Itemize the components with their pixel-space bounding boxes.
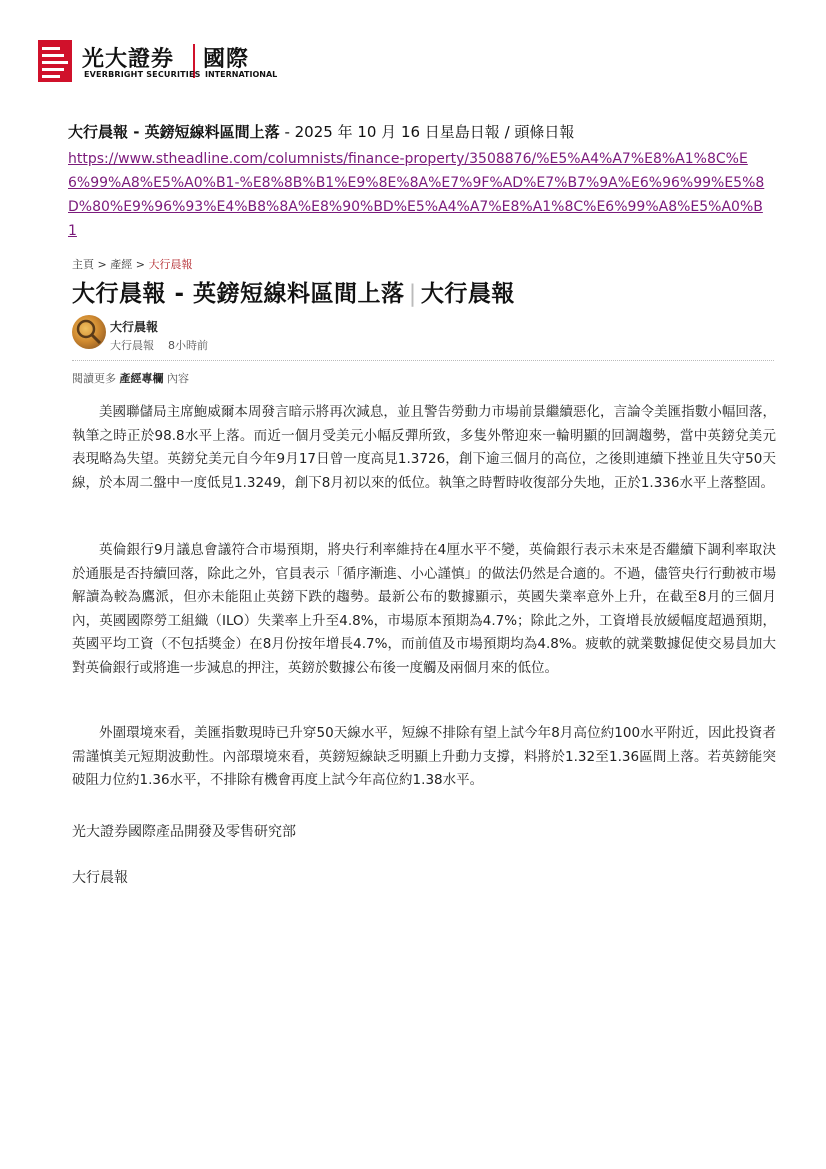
article-paragraph: 美國聯儲局主席鮑威爾本周發言暗示將再次減息，並且警告勞動力市場前景繼續惡化，言論令美匯指數小幅回落，執筆之時正於98.8水平上落。而近一個月受美元小幅反彈所致，多隻外幣迎來一輪明顯的回調趨勢，當中英鎊兌美元表現略為失望。英鎊兌美元自今年9月17日曾一度高見1.3726，創下逾三個月的高位，之後則連續下挫並且失守50天線，於本周二盤中一度低見1.3249，創下8月初以來的低位。執筆之時暫時收復部分失地，正於1.336水平上落整固。 [72,404,776,491]
article-column-name: 大行晨報 [420,281,515,307]
breadcrumb-separator: > [132,258,149,271]
signature-column: 大行晨報 [72,870,128,886]
author-avatar[interactable] [72,315,106,349]
author-name[interactable]: 大行晨報 [110,320,159,334]
brand-name-en: EVERBRIGHT SECURITIES [84,70,201,79]
brand-name-cn-international: 國際 [203,47,250,72]
breadcrumb-separator: > [94,258,111,271]
breadcrumb-current[interactable]: 大行晨報 [148,258,193,271]
breadcrumb-section[interactable]: 產經 [110,258,133,271]
document-source: - 2025 年 10 月 16 日星島日報 / 頭條日報 [279,123,575,141]
article-paragraph: 外圍環境來看，美匯指數現時已升穿50天線水平，短線不排除有望上試今年8月高位約100水平附近，因此投資者需謹慎美元短期波動性。內部環境來看，英鎊短線缺乏明顯上升動力支撐，料將於1.32至1.36區間上落。若英鎊能突破阻力位約1.36水平，不排除有機會再度上試今年高位約1.38水平。 [72,725,776,788]
header-divider [72,360,774,361]
brand-name-cn: 光大證券 [82,47,175,72]
breadcrumb-home[interactable]: 主頁 [72,258,94,271]
brand-name-en-international: INTERNATIONAL [205,70,278,79]
read-more-suffix: 內容 [167,372,189,385]
breadcrumb [72,256,192,272]
document-title: 大行晨報 - 英鎊短線料區間上落 [68,123,280,141]
signature-department: 光大證券國際產品開發及零售研究部 [72,824,296,840]
author-meta [110,337,222,353]
article-title [72,275,515,308]
article-title-text: 大行晨報 - 英鎊短線料區間上落 [72,281,405,307]
article-paragraph: 英倫銀行9月議息會議符合市場預期，將央行利率維持在4厘水平不變，英倫銀行表示未來是否繼續下調利率取決於通脹是否持續回落，除此之外，官員表示「循序漸進、小心謹慎」的做法仍然是合適的。不過，儘管央行行動被市場解讀為較為鷹派，但亦未能阻止英鎊下跌的趨勢。最新公布的數據顯示，英國失業率意外上升，在截至8月的三個月內，英國國際勞工組織（ILO）失業率上升至4.8%，市場原本預期為4.7%；除此之外，工資增長放緩幅度超過預期，英國平均工資（不包括獎金）在8月份按年增長4.7%，而前值及市場預期均為4.8%。疲軟的就業數據促使交易員加大對英倫銀行或將進一步減息的押注，英鎊於數據公布後一度觸及兩個月來的低位。 [72,542,776,676]
read-more-prefix: 閱讀更多 [72,372,116,385]
author-meta-name: 大行晨報 [110,339,154,352]
brand-logo [38,38,288,84]
document-heading [68,121,574,142]
publish-time: 8小時前 [168,339,208,352]
source-url-link[interactable]: https://www.stheadline.com/columnists/finance-property/3508876/%E5%A4%A7%E8%A1%8C%E6%99%A8%E5%A0%B1-%E8%8B%B1%E9%8E%8A%E7%9F%AD%E7%B7%9A%E6%96%99%E5%8D%80%E9%96%93%E4%B8%8A%E8%90%BD%E5%A4%A7%E8%A1%8C%E6%99%A8%E5%A0%B1 [68,151,765,239]
magnifier-avatar-icon [72,315,106,349]
read-more [72,370,189,386]
title-divider: | [408,281,417,307]
read-more-link[interactable]: 產經專欄 [119,372,164,385]
everbright-logo-icon [38,40,72,82]
